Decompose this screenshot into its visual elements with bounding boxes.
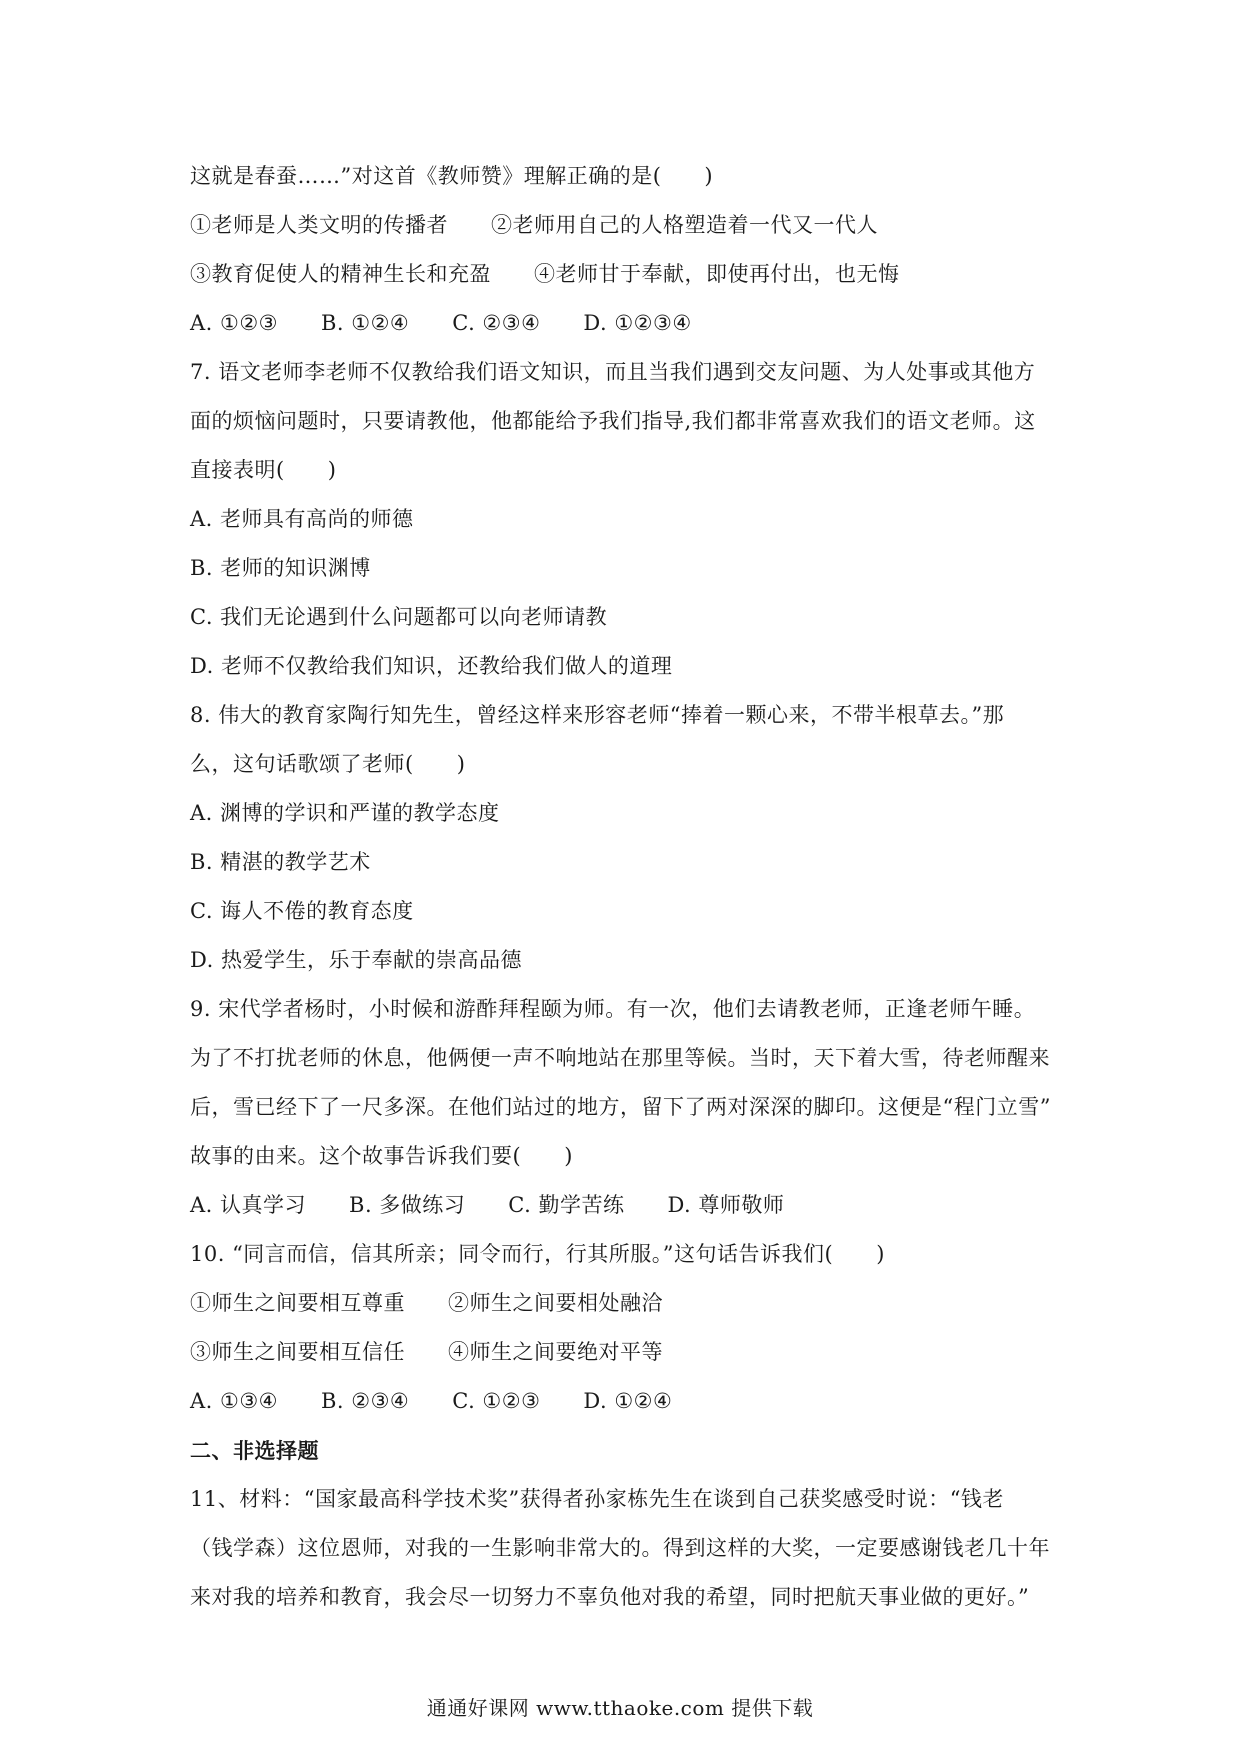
- question-8-option-a: A. 渊博的学识和严谨的教学态度: [190, 801, 500, 825]
- question-6-stem-end: 这就是春蚕……”对这首《教师赞》理解正确的是( ): [190, 164, 714, 188]
- question-7-option-a: A. 老师具有高尚的师德: [190, 507, 414, 531]
- question-9-stem: 为了不打扰老师的休息，他俩便一声不响地站在那里等候。当时，天下着大雪，待老师醒来: [190, 1046, 1050, 1070]
- question-10-statements-3-4: ③师生之间要相互信任 ④师生之间要绝对平等: [190, 1340, 663, 1364]
- document-body: [190, 152, 1070, 1622]
- question-7-stem: 7. 语文老师李老师不仅教给我们语文知识，而且当我们遇到交友问题、为人处事或其他方: [190, 360, 1036, 384]
- question-8-option-b: B. 精湛的教学艺术: [190, 850, 371, 874]
- question-6-options: A. ①②③ B. ①②④ C. ②③④ D. ①②③④: [190, 311, 692, 335]
- question-8-option-d: D. 热爱学生，乐于奉献的崇高品德: [190, 948, 522, 972]
- page-footer: 通通好课网 www.tthaoke.com 提供下载: [426, 1696, 814, 1720]
- question-8-option-c: C. 诲人不倦的教育态度: [190, 899, 414, 923]
- section-heading: 二、非选择题: [190, 1438, 319, 1463]
- question-10-statements-1-2: ①师生之间要相互尊重 ②师生之间要相处融洽: [190, 1291, 663, 1315]
- question-8-stem: 么，这句话歌颂了老师( ): [190, 752, 466, 776]
- question-10-options: A. ①③④ B. ②③④ C. ①②③ D. ①②④: [190, 1389, 673, 1413]
- question-11-material: 11、材料：“国家最高科学技术奖”获得者孙家栋先生在谈到自己获奖感受时说：“钱老: [190, 1487, 1004, 1511]
- question-11-material: 来对我的培养和教育，我会尽一切努力不辜负他对我的希望，同时把航天事业做的更好。”: [190, 1585, 1030, 1609]
- question-7-option-d: D. 老师不仅教给我们知识，还教给我们做人的道理: [190, 654, 673, 678]
- question-7-option-c: C. 我们无论遇到什么问题都可以向老师请教: [190, 605, 608, 629]
- question-6-statements-1-2: ①老师是人类文明的传播者 ②老师用自己的人格塑造着一代又一代人: [190, 213, 878, 237]
- question-7-stem: 面的烦恼问题时，只要请教他，他都能给予我们指导,我们都非常喜欢我们的语文老师。这: [190, 409, 1036, 433]
- question-9-stem: 后，雪已经下了一尺多深。在他们站过的地方，留下了两对深深的脚印。这便是“程门立雪”: [190, 1095, 1051, 1119]
- question-10-stem: 10. “同言而信，信其所亲；同令而行，行其所服。”这句话告诉我们( ): [190, 1242, 885, 1266]
- question-9-options: A. 认真学习 B. 多做练习 C. 勤学苦练 D. 尊师敬师: [190, 1193, 785, 1217]
- question-11-material: （钱学森）这位恩师，对我的一生影响非常大的。得到这样的大奖，一定要感谢钱老几十年: [190, 1536, 1050, 1560]
- question-9-stem: 9. 宋代学者杨时，小时候和游酢拜程颐为师。有一次，他们去请教老师，正逢老师午睡。: [190, 997, 1036, 1021]
- question-6-statements-3-4: ③教育促使人的精神生长和充盈 ④老师甘于奉献，即使再付出，也无悔: [190, 262, 900, 286]
- question-7-stem: 直接表明( ): [190, 458, 337, 482]
- question-8-stem: 8. 伟大的教育家陶行知先生，曾经这样来形容老师“捧着一颗心来，不带半根草去。”那: [190, 703, 1005, 727]
- question-7-option-b: B. 老师的知识渊博: [190, 556, 371, 580]
- question-9-stem: 故事的由来。这个故事告诉我们要( ): [190, 1144, 573, 1168]
